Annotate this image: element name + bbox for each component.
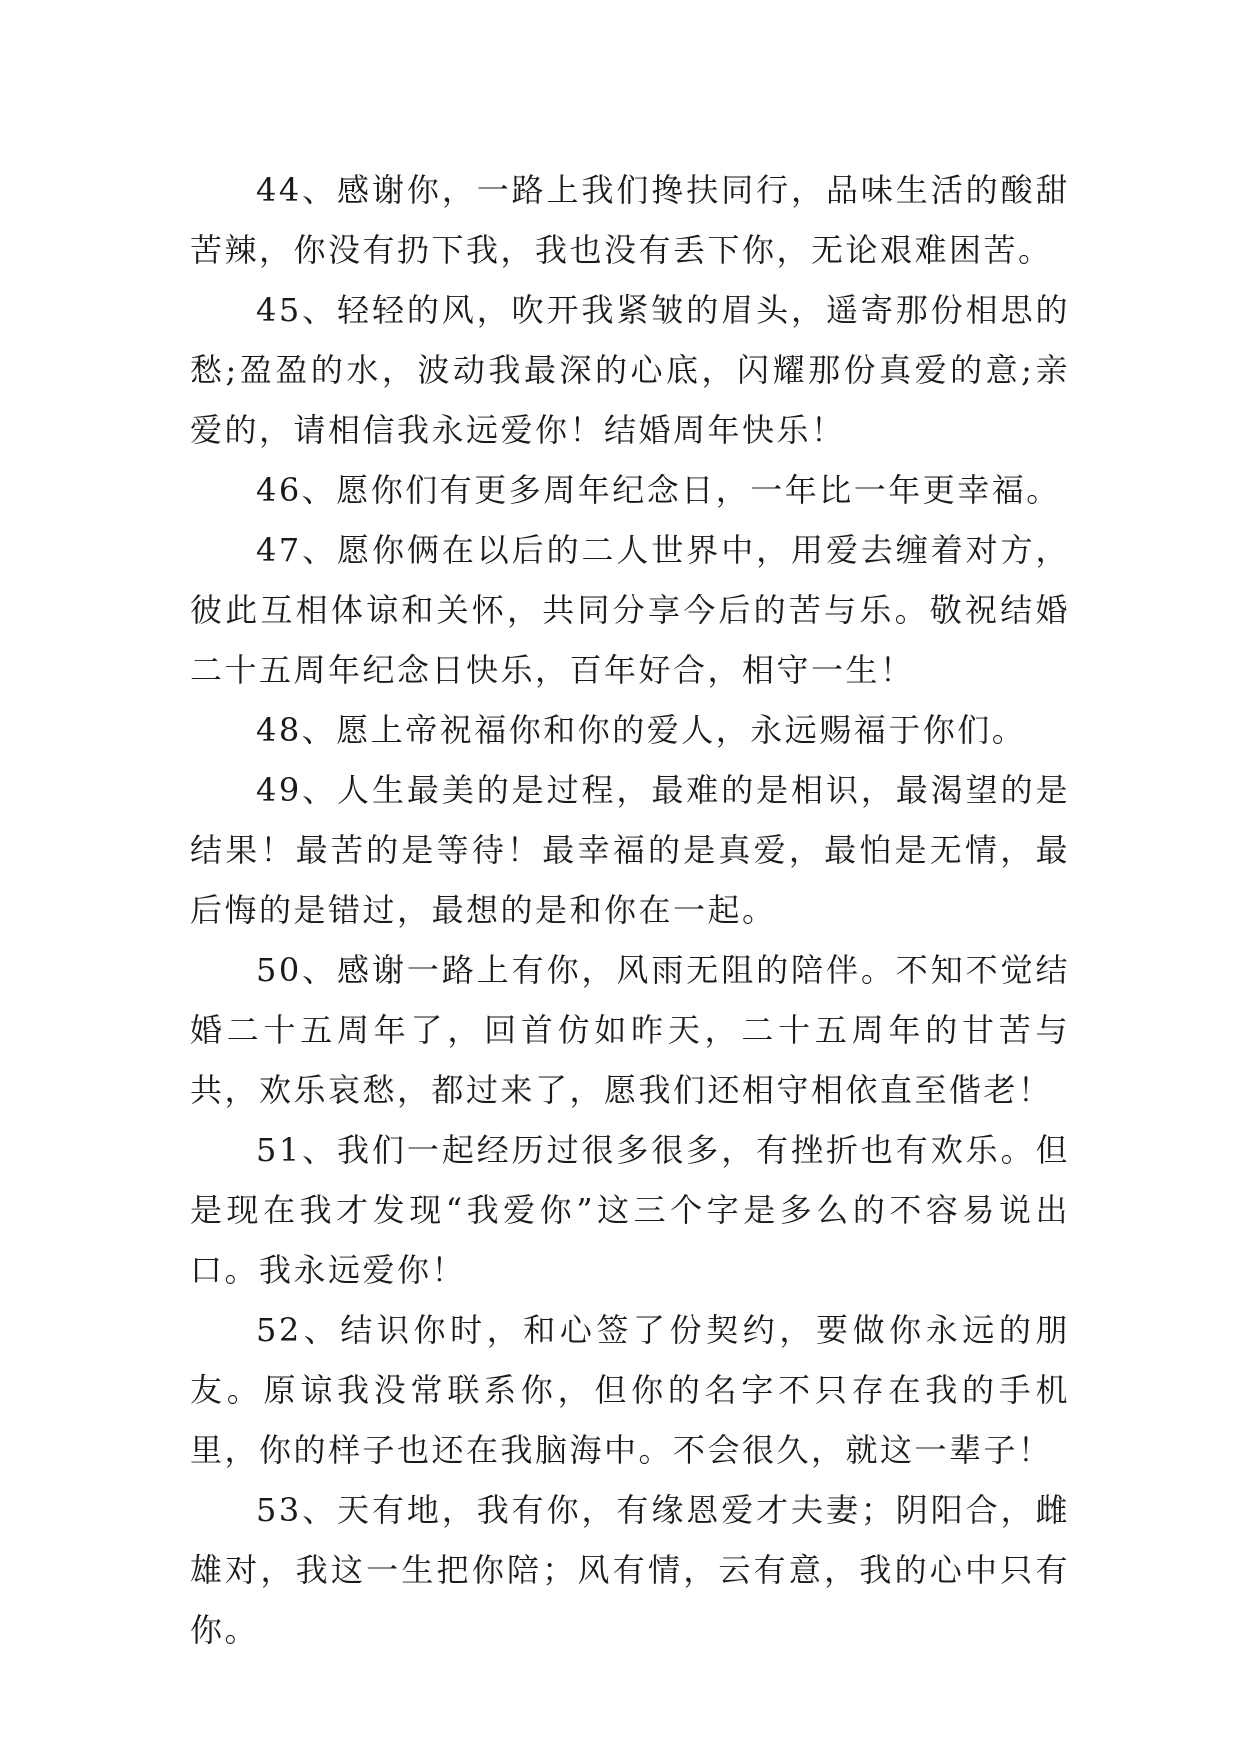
paragraph-46: 46、愿你们有更多周年纪念日，一年比一年更幸福。	[256, 471, 1061, 509]
paragraph-45: 45、轻轻的风，吹开我紧皱的眉头，遥寄那份相思的愁;盈盈的水，波动我最深的心底，闪耀那份真爱的意;亲爱的，请相信我永远爱你！结婚周年快乐！	[190, 291, 1070, 449]
document-body	[190, 160, 1070, 1660]
paragraph-53: 53、天有地，我有你，有缘恩爱才夫妻；阴阳合，雌雄对，我这一生把你陪；风有情，云有意，我的心中只有你。	[190, 1491, 1070, 1649]
paragraph-47: 47、愿你俩在以后的二人世界中，用爱去缠着对方，彼此互相体谅和关怀，共同分享今后的苦与乐。敬祝结婚二十五周年纪念日快乐，百年好合，相守一生！	[190, 531, 1070, 689]
paragraph-48: 48、愿上帝祝福你和你的爱人，永远赐福于你们。	[256, 711, 1027, 749]
paragraph-49: 49、人生最美的是过程，最难的是相识，最渴望的是结果！最苦的是等待！最幸福的是真爱，最怕是无情，最后悔的是错过，最想的是和你在一起。	[190, 771, 1070, 929]
paragraph-52: 52、结识你时，和心签了份契约，要做你永远的朋友。原谅我没常联系你，但你的名字不只存在我的手机里，你的样子也还在我脑海中。不会很久，就这一辈子！	[190, 1311, 1070, 1469]
paragraph-50: 50、感谢一路上有你，风雨无阻的陪伴。不知不觉结婚二十五周年了，回首仿如昨天，二十五周年的甘苦与共，欢乐哀愁，都过来了，愿我们还相守相依直至偕老！	[190, 951, 1070, 1109]
paragraph-44: 44、感谢你，一路上我们搀扶同行，品味生活的酸甜苦辣，你没有扔下我，我也没有丢下你，无论艰难困苦。	[190, 171, 1070, 269]
paragraph-51: 51、我们一起经历过很多很多，有挫折也有欢乐。但是现在我才发现“我爱你”这三个字是多么的不容易说出口。我永远爱你！	[190, 1131, 1070, 1289]
